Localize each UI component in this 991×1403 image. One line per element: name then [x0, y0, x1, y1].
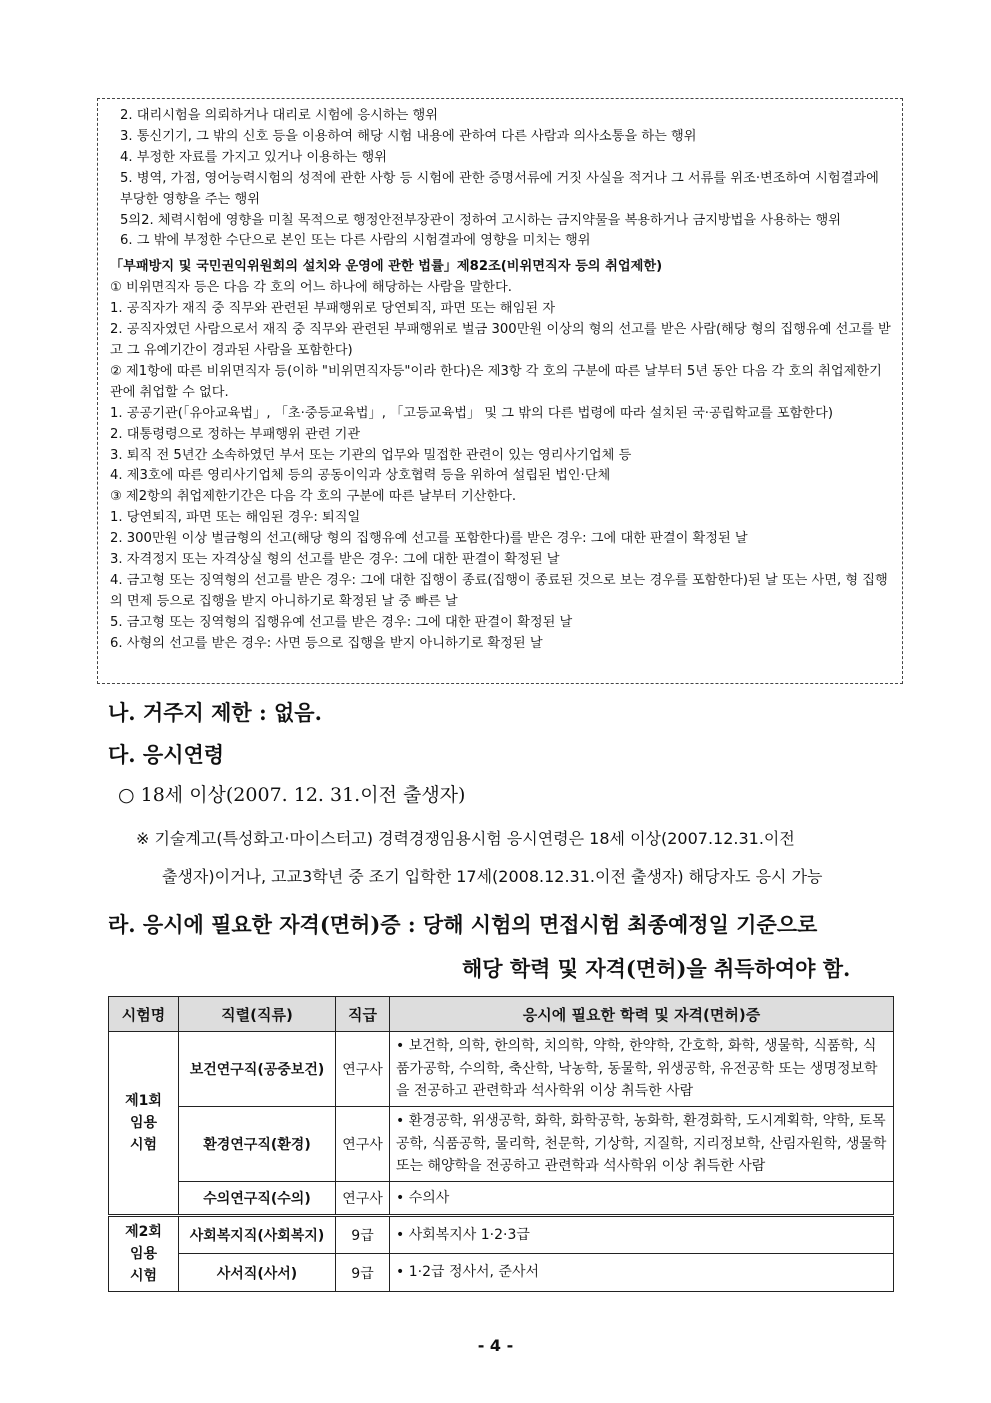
header-requirement: 응시에 필요한 학력 및 자격(면허)증	[390, 997, 894, 1032]
law-excerpt-box	[97, 98, 903, 684]
law-line: 3. 퇴직 전 5년간 소속하였던 부서 또는 기관의 업무와 밀접한 관련이 있는 영리사기업체 등	[110, 447, 632, 463]
grade-cell: 연구사	[336, 1107, 390, 1182]
requirement-cell: • 수의사	[390, 1182, 894, 1216]
age-note-line2: 출생자)이거나, 고교3학년 중 조기 입학한 17세(2008.12.31.이전 출생자) 해당자도 응시 가능	[162, 867, 823, 886]
table-row	[109, 1182, 894, 1216]
job-cell: 사회복지직(사회복지)	[179, 1216, 336, 1254]
age-requirement: ○ 18세 이상(2007. 12. 31.이전 출생자)	[118, 784, 466, 806]
box-line: 3. 통신기기, 그 밖의 신호 등을 이용하여 해당 시험 내용에 관하여 다른 사람과 의사소통을 하는 행위	[120, 128, 697, 144]
job-cell: 환경연구직(환경)	[179, 1107, 336, 1182]
grade-cell: 연구사	[336, 1032, 390, 1107]
law-line: 1. 공공기관(「유아교육법」, 「초·중등교육법」, 「고등교육법」 및 그 밖의 다른 법령에 따라 설치된 국·공립학교를 포함한다)	[110, 405, 833, 421]
section-license-cont: 해당 학력 및 자격(면허)을 취득하여야 함.	[462, 956, 851, 981]
page-number: - 4 -	[477, 1336, 514, 1355]
box-line: 5의2. 체력시험에 영향을 미칠 목적으로 행정안전부장관이 정하여 고시하는 금지약물을 복용하거나 금지방법을 사용하는 행위	[120, 212, 841, 228]
section-license: 라. 응시에 필요한 자격(면허)증 : 당해 시험의 면접시험 최종예정일 기준으로	[108, 912, 818, 937]
requirement-cell: • 사회복지사 1·2·3급	[390, 1216, 894, 1254]
law-line: 5. 금고형 또는 징역형의 집행유예 선고를 받은 경우: 그에 대한 판결이 확정된 날	[110, 614, 573, 630]
age-note-line1: ※ 기술계고(특성화고·마이스터고) 경력경쟁임용시험 응시연령은 18세 이상(2007.12.31.이전	[136, 829, 795, 848]
exam-group-1: 제1회 임용 시험	[109, 1032, 179, 1216]
table-row	[109, 1216, 894, 1254]
law-line: 2. 공직자였던 사람으로서 재직 중 직무와 관련된 부패행위로 벌금 300만원 이상의 형의 선고를 받은 사람(해당 형의 집행유예 선고를 받고 그 유예기간이 경과된 사람을 포함한다)	[110, 322, 891, 358]
law-line: 1. 공직자가 재직 중 직무와 관련된 부패행위로 당연퇴직, 파면 또는 해임된 자	[110, 301, 556, 317]
exam-group-2: 제2회 임용 시험	[109, 1216, 179, 1292]
box-line: 6. 그 밖에 부정한 수단으로 본인 또는 다른 사람의 시험결과에 영향을 미치는 행위	[120, 233, 591, 249]
law-line: 4. 금고형 또는 징역형의 선고를 받은 경우: 그에 대한 집행이 종료(집행이 종료된 것으로 보는 경우를 포함한다)된 날 또는 사면, 형 집행의 면제 등으로 집행을 받지 아니하기로 확정된 날 중 빠른 날	[110, 572, 888, 609]
job-cell: 사서직(사서)	[179, 1254, 336, 1292]
law-line: 3. 자격정지 또는 자격상실 형의 선고를 받은 경우: 그에 대한 판결이 확정된 날	[110, 552, 560, 568]
qualification-table	[108, 996, 894, 1292]
grade-cell: 9급	[336, 1254, 390, 1292]
box-line: 5. 병역, 가점, 영어능력시험의 성적에 관한 사항 등 시험에 관한 증명서류에 거짓 사실을 적거나 그 서류를 위조·변조하여 시험결과에 부당한 영향을 주는 행위	[120, 170, 879, 207]
box-line: 2. 대리시험을 의뢰하거나 대리로 시험에 응시하는 행위	[120, 108, 438, 123]
table-row	[109, 1032, 894, 1107]
law-line: 6. 사형의 선고를 받은 경우: 사면 등으로 집행을 받지 아니하기로 확정된 날	[110, 635, 543, 651]
header-grade: 직급	[336, 997, 390, 1032]
section-age: 다. 응시연령	[108, 742, 225, 767]
law-line: 2. 300만원 이상 벌금형의 선고(해당 형의 집행유예 선고를 포함한다)를 받은 경우: 그에 대한 판결이 확정된 날	[110, 531, 748, 547]
header-job: 직렬(직류)	[179, 997, 336, 1032]
requirement-cell: • 보건학, 의학, 한의학, 치의학, 약학, 한약학, 간호학, 화학, 생물학, 식품학, 식품가공학, 수의학, 축산학, 낙농학, 동물학, 위생공학, 유전공학 또는 생명정보학을 전공하고 관련학과 석사학위 이상 취득한 사람	[390, 1032, 894, 1107]
table-row	[109, 1107, 894, 1182]
table-header-row	[109, 997, 894, 1032]
law-line: 1. 당연퇴직, 파면 또는 해임된 경우: 퇴직일	[110, 510, 361, 526]
header-exam: 시험명	[109, 997, 179, 1032]
law-line: ① 비위면직자 등은 다음 각 호의 어느 하나에 해당하는 사람을 말한다.	[110, 280, 512, 296]
law-line: ③ 제2항의 취업제한기간은 다음 각 호의 구분에 따른 날부터 기산한다.	[110, 489, 517, 505]
law-line: 2. 대통령령으로 정하는 부패행위 관련 기관	[110, 426, 361, 442]
table-row	[109, 1254, 894, 1292]
law-line: ② 제1항에 따른 비위면직자 등(이하 "비위면직자등"이라 한다)은 제3항 각 호의 구분에 따른 날부터 5년 동안 다음 각 호의 취업제한기관에 취업할 수 없다.	[110, 363, 882, 400]
law-title: 「부패방지 및 국민권익위원회의 설치와 운영에 관한 법률」제82조(비위면직자 등의 취업제한)	[110, 259, 663, 275]
box-line: 4. 부정한 자료를 가지고 있거나 이용하는 행위	[120, 149, 388, 165]
job-cell: 보건연구직(공중보건)	[179, 1032, 336, 1107]
section-residence: 나. 거주지 제한 : 없음.	[108, 700, 322, 725]
job-cell: 수의연구직(수의)	[179, 1182, 336, 1216]
requirement-cell: • 환경공학, 위생공학, 화학, 화학공학, 농화학, 환경화학, 도시계획학, 약학, 토목공학, 식품공학, 물리학, 천문학, 기상학, 지질학, 지리정보학, 산림자원학, 생물학 또는 해양학을 전공하고 관련학과 석사학위 이상 취득한 사람	[390, 1107, 894, 1182]
grade-cell: 9급	[336, 1216, 390, 1254]
grade-cell: 연구사	[336, 1182, 390, 1216]
requirement-cell: • 1·2급 정사서, 준사서	[390, 1254, 894, 1292]
law-line: 4. 제3호에 따른 영리사기업체 등의 공동이익과 상호협력 등을 위하여 설립된 법인·단체	[110, 468, 611, 484]
